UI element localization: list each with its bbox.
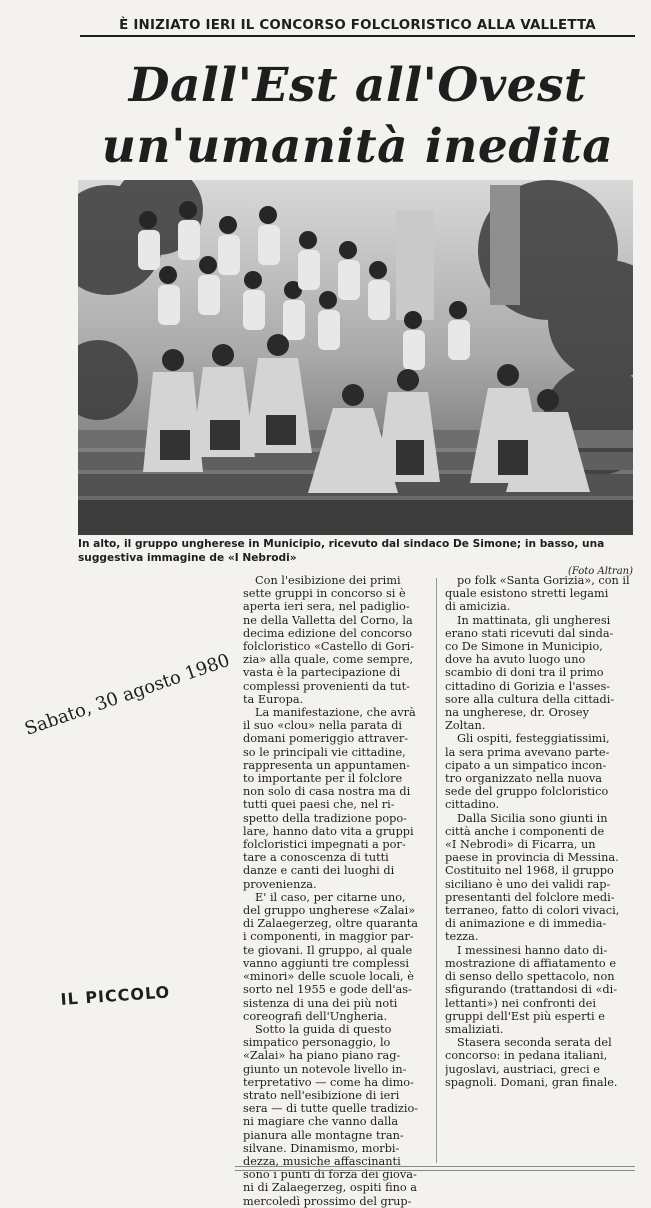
paragraph <box>243 574 431 706</box>
text-line: Dalla Sicilia sono giunti in <box>457 811 608 825</box>
text-line: In mattinata, gli ungheresi <box>457 613 611 627</box>
paragraph <box>243 891 431 1023</box>
paragraph <box>445 614 633 733</box>
text-line: tro organizzato nella nuova <box>445 772 602 786</box>
text-line: sore alla cultura della cittadi- <box>445 692 615 706</box>
text-line: cittadino. <box>445 798 500 812</box>
text-line: il suo «clou» nella parata di <box>243 719 403 733</box>
column-divider <box>436 578 437 1163</box>
text-line: Sotto la guida di questo <box>255 1022 392 1036</box>
group-photo <box>78 180 633 535</box>
text-line: non solo di casa nostra ma di <box>243 785 411 799</box>
text-line: del gruppo ungherese «Zalai» <box>243 904 416 918</box>
text-line: rappresenta un appuntamen- <box>243 758 410 772</box>
text-line: Con l'esibizione dei primi <box>255 574 401 587</box>
text-line: folcloristici impegnati a por- <box>243 838 406 852</box>
text-line: Stasera seconda serata del <box>457 1036 612 1050</box>
text-line: sette gruppi in concorso si è <box>243 587 406 601</box>
text-line: «minori» delle scuole locali, è <box>243 970 414 984</box>
newspaper-name: IL PICCOLO <box>60 982 171 1009</box>
text-line: vasta è la partecipazione di <box>243 666 401 680</box>
text-line: po folk «Santa Gorizia», con il <box>457 574 630 587</box>
text-line: na ungherese, dr. Orosey <box>445 706 589 720</box>
text-line: cipato a un simpatico incon- <box>445 758 607 772</box>
text-line: ne della Valletta del Corno, la <box>243 613 413 627</box>
text-line: coreografi dell'Ungheria. <box>243 1009 388 1023</box>
text-line: la sera prima avevano parte- <box>445 745 610 759</box>
text-line: aperta ieri sera, nel padiglio- <box>243 600 410 614</box>
text-line: lettanti») nei confronti dei <box>445 996 596 1010</box>
text-line: strato nell'esibizione di ieri <box>243 1088 400 1102</box>
text-line: sfigurando (trattandosi di «di- <box>445 983 618 997</box>
paragraph <box>445 732 633 811</box>
paragraph <box>445 812 633 944</box>
date-stamp: Sabato, 30 agosto 1980 <box>22 649 233 740</box>
text-line: danze e canti dei luoghi di <box>243 864 395 878</box>
text-line: domani pomeriggio attraver- <box>243 732 409 746</box>
paragraph <box>445 944 633 1036</box>
text-line: te giovani. Il gruppo, al quale <box>243 943 413 957</box>
text-line: cittadino di Gorizia e l'asses- <box>445 679 611 693</box>
text-line: mercoledì prossimo del grup- <box>243 1194 412 1208</box>
text-line: tare a conoscenza di tutti <box>243 851 389 865</box>
text-line: Costituito nel 1968, il gruppo <box>445 864 614 878</box>
text-line: lare, hanno dato vita a gruppi <box>243 824 414 838</box>
paragraph <box>445 574 633 614</box>
text-line: quale esistono stretti legami <box>445 587 609 601</box>
caption-line-1: In alto, il gruppo ungherese in Municipio, ricevuto dal sindaco De Simone; in basso, una <box>78 538 605 550</box>
text-line: siciliano è uno dei validi rap- <box>445 877 611 891</box>
kicker: È INIZIATO IERI IL CONCORSO FOLCLORISTICO ALLA VALLETTA <box>80 18 635 37</box>
text-line: dezza, musiche affascinanti <box>243 1154 401 1168</box>
text-line: mostrazione di affiatamento e <box>445 956 617 970</box>
text-line: jugoslavi, austriaci, greci e <box>445 1062 600 1076</box>
text-line: pianura alle montagne tran- <box>243 1128 404 1142</box>
text-line: erano stati ricevuti dal sinda- <box>445 626 614 640</box>
text-line: giunto un notevole livello in- <box>243 1062 407 1076</box>
text-line: folcloristico «Castello di Gori- <box>243 640 415 654</box>
paragraph <box>243 706 431 891</box>
text-line: «I Nebrodi» di Ficarra, un <box>445 838 596 852</box>
text-line: spetto della tradizione popo- <box>243 811 407 825</box>
text-line: di Zalaegerzeg, oltre quaranta <box>243 917 418 931</box>
caption-line-2: suggestiva immagine de «I Nebrodi» <box>78 552 297 564</box>
text-line: silvane. Dinamismo, morbi- <box>243 1141 400 1155</box>
text-line: ni magiare che vanno dalla <box>243 1115 399 1129</box>
text-line: di senso dello spettacolo, non <box>445 970 615 984</box>
text-line: città anche i componenti de <box>445 824 605 838</box>
text-line: presentanti del folclore medi- <box>445 890 615 904</box>
text-line: so le principali vie cittadine, <box>243 745 406 759</box>
paragraph <box>445 1036 633 1089</box>
text-line: spagnoli. Domani, gran finale. <box>445 1075 618 1089</box>
text-line: gruppi dell'Est più esperti e <box>445 1009 605 1023</box>
text-line: scambio di doni tra il primo <box>445 666 604 680</box>
text-line: zia» alla quale, come sempre, <box>243 653 414 667</box>
headline-line-1: Dall'Est all'Ovest <box>128 58 587 113</box>
text-line: provenienza. <box>243 877 317 891</box>
text-line: ta Europa. <box>243 692 304 706</box>
text-line: di animazione e di immedia- <box>445 917 607 931</box>
photo-credit: (Foto Altran) <box>567 566 633 577</box>
photo-caption <box>78 537 633 565</box>
text-line: di amicizia. <box>445 600 511 614</box>
text-line: La manifestazione, che avrà <box>255 706 416 720</box>
bottom-rule <box>235 1166 635 1171</box>
text-line: terraneo, fatto di colori vivaci, <box>445 904 620 918</box>
headline-line-2: un'umanità inedita <box>101 119 614 174</box>
text-line: Gli ospiti, festeggiatissimi, <box>457 732 610 746</box>
article-column-2 <box>445 574 633 1089</box>
text-line: ni di Zalaegerzeg, ospiti fino a <box>243 1181 418 1195</box>
text-line: sono i punti di forza dei giova- <box>243 1168 417 1182</box>
text-line: simpatico personaggio, lo <box>243 1036 391 1050</box>
text-line: to importante per il folclore <box>243 772 403 786</box>
text-line: sorto nel 1955 e gode dell'as- <box>243 983 412 997</box>
text-line: dove ha avuto luogo uno <box>445 653 586 667</box>
text-line: decima edizione del concorso <box>243 626 412 640</box>
text-line: sera — di tutte quelle tradizio- <box>243 1102 419 1116</box>
text-line: smaliziati. <box>445 1022 504 1036</box>
text-line: Zoltan. <box>445 719 486 733</box>
text-line: «Zalai» ha piano piano rag- <box>243 1049 401 1063</box>
text-line: E' il caso, per citarne uno, <box>255 890 406 904</box>
text-line: I messinesi hanno dato di- <box>457 943 608 957</box>
text-line: concorso: in pedana italiani, <box>445 1049 608 1063</box>
text-line: sede del gruppo folcloristico <box>445 785 609 799</box>
paragraph <box>243 1023 431 1208</box>
text-line: complessi provenienti da tut- <box>243 679 410 693</box>
text-line: paese in provincia di Messina. <box>445 851 619 865</box>
text-line: tutti quei paesi che, nel ri- <box>243 798 395 812</box>
text-line: tezza. <box>445 930 479 944</box>
text-line: terpretativo — come ha dimo- <box>243 1075 414 1089</box>
text-line: vanno aggiunti tre complessi <box>243 956 409 970</box>
text-line: i componenti, in maggior par- <box>243 930 414 944</box>
text-line: sistenza di una dei più noti <box>243 996 398 1010</box>
article-column-1 <box>243 574 431 1208</box>
text-line: co De Simone in Municipio, <box>445 640 603 654</box>
